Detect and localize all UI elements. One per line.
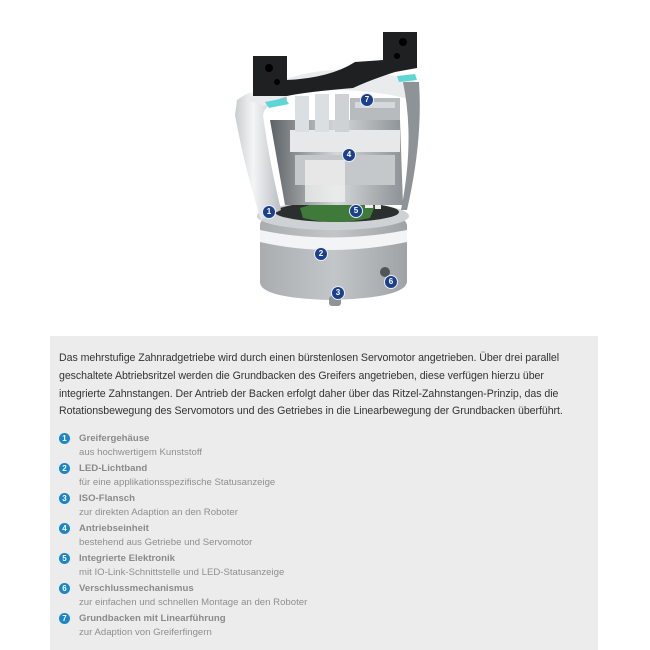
feature-description: mit IO-Link-Schnittstelle und LED-Statusanzeige [79,567,285,578]
feature-title: Antriebseinheit [79,523,149,534]
callout-7: 7 [360,93,374,107]
number-badge-icon: 2 [59,463,70,474]
feature-description: bestehend aus Getriebe und Servomotor [79,537,253,548]
callout-2: 2 [314,247,328,261]
feature-item [59,462,579,492]
feature-item [59,612,579,642]
feature-description: für eine applikationsspezifische Statusanzeige [79,477,276,488]
feature-title: Verschlussmechanismus [79,583,194,594]
feature-item [59,522,579,552]
feature-title: LED-Lichtband [79,463,148,474]
description-panel [50,336,598,650]
product-image [225,20,435,310]
number-badge-icon: 4 [59,523,70,534]
feature-description: zur einfachen und schnellen Montage an den Roboter [79,597,308,608]
feature-list [59,432,579,642]
feature-item [59,552,579,582]
feature-description: aus hochwertigem Kunststoff [79,447,203,458]
number-badge-icon: 5 [59,553,70,564]
feature-title: Grundbacken mit Linearführung [79,613,226,624]
callout-1: 1 [262,205,276,219]
feature-item [59,432,579,462]
feature-item [59,492,579,522]
callout-4: 4 [342,148,356,162]
number-badge-icon: 3 [59,493,70,504]
feature-item [59,582,579,612]
number-badge-icon: 7 [59,613,70,624]
feature-title: ISO-Flansch [79,493,135,504]
feature-description: zur Adaption von Greiferfingern [79,627,212,638]
callout-5: 5 [349,204,363,218]
feature-title: Integrierte Elektronik [79,553,175,564]
feature-title: Greifergehäuse [79,433,150,444]
feature-description: zur direkten Adaption an den Roboter [79,507,238,518]
callout-6: 6 [384,275,398,289]
number-badge-icon: 1 [59,433,70,444]
intro-paragraph: Das mehrstufige Zahnradgetriebe wird durch einen bürstenlosen Servomotor angetrieben. Über drei parallel geschaltete Abtriebsritzel werden die Grundbacken des Greifers angetrieben, diese verfügen hierzu über integrierte Zahnstangen. Der Antrieb der Backen erfolgt daher über das Ritzel-Zahnstangen-Prinzip, das die Rotationsbewegung des Servomotors und des Getriebes in die Linearbewegung der Grundbacken überführt. [59,352,563,418]
number-badge-icon: 6 [59,583,70,594]
callout-3: 3 [331,286,345,300]
gripper-cutaway-illustration [225,20,435,310]
